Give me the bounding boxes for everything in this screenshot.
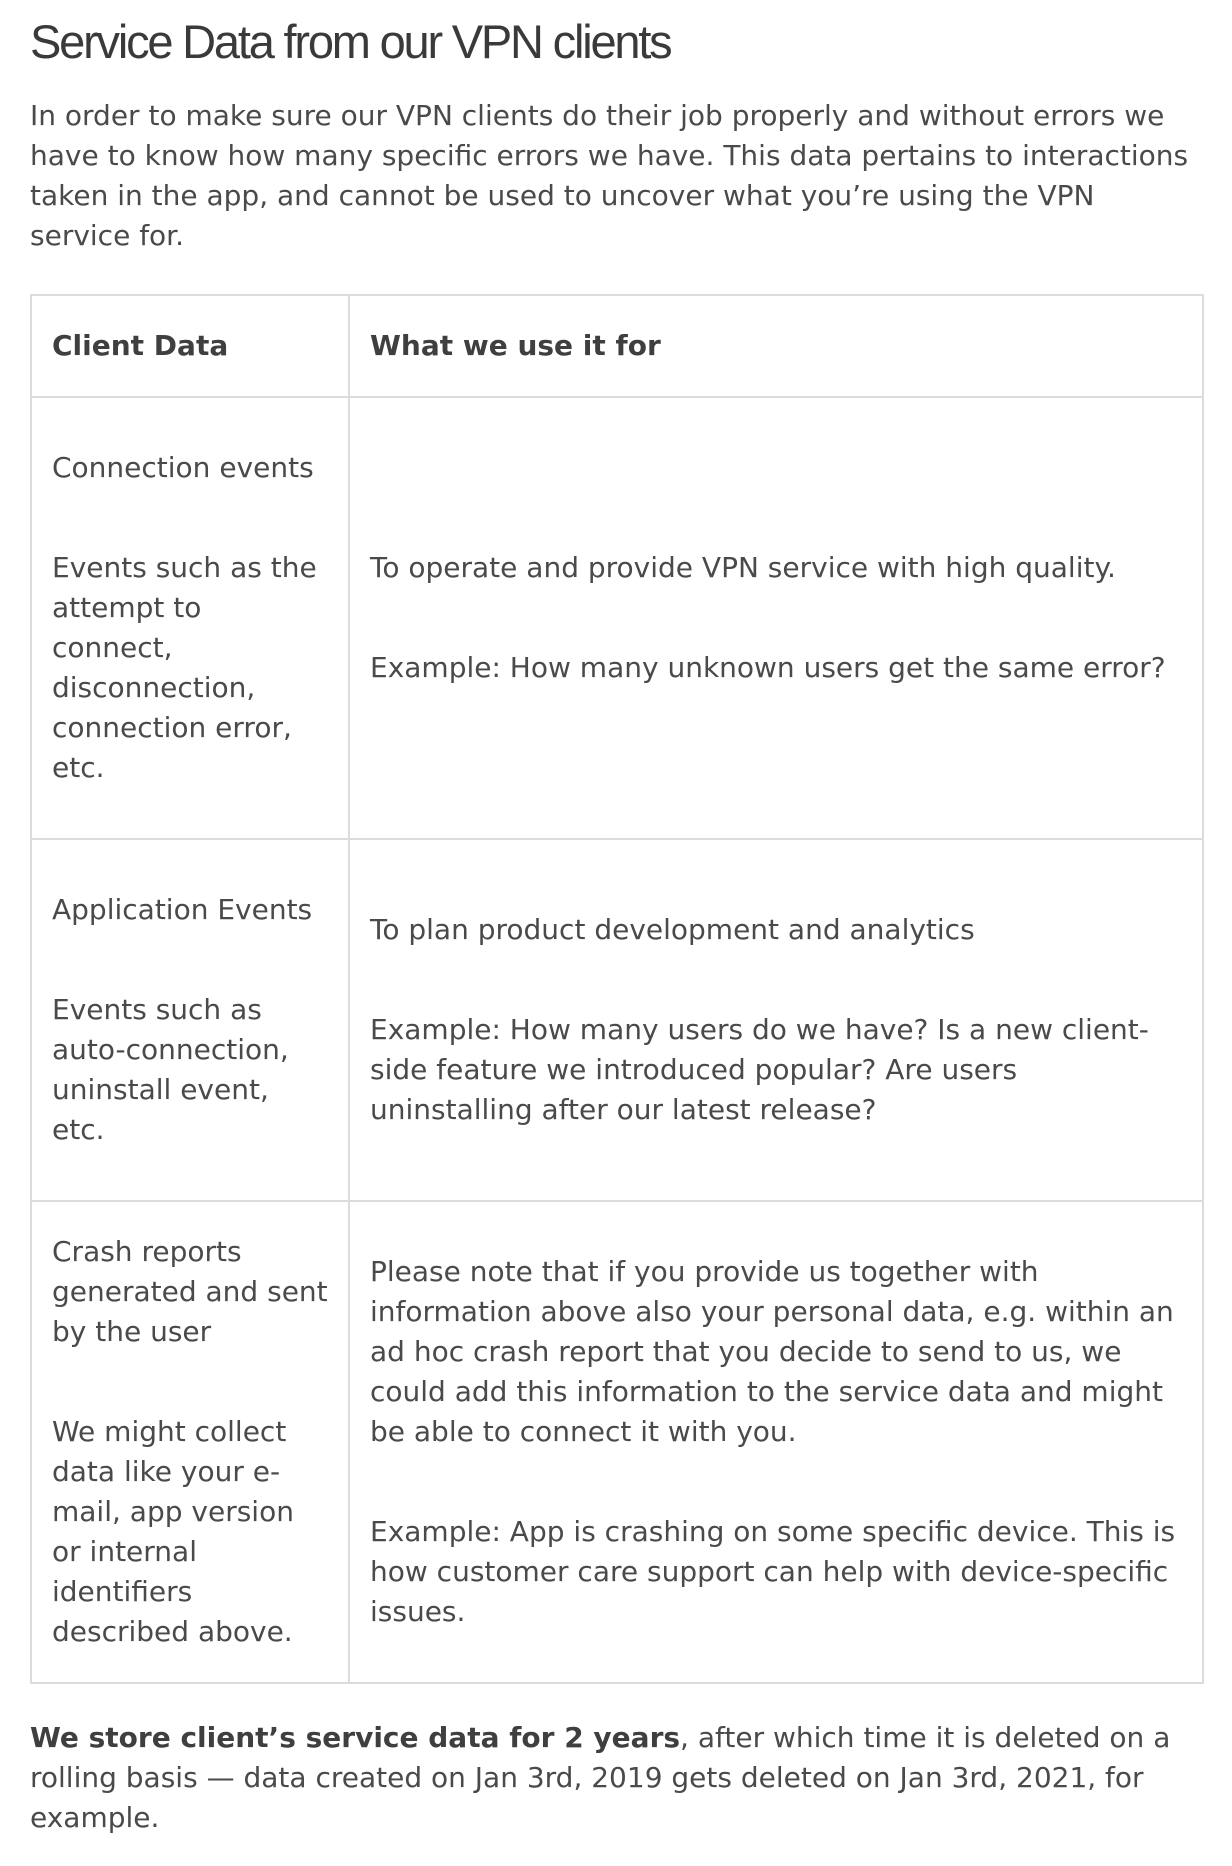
page-title: Service Data from our VPN clients: [30, 15, 671, 68]
table-row: [31, 839, 1203, 1201]
table-header-row: [31, 295, 1203, 397]
usage-example: Example: How many users do we have? Is a new client-side feature we introduced popular? Are users uninstalling after our latest release?: [370, 1013, 1149, 1126]
data-title: Connection events: [52, 451, 314, 484]
retention-note-bold: We store client’s service data for 2 years: [30, 1721, 681, 1754]
header-client-data: Client Data: [31, 295, 349, 397]
usage-example: Example: App is crashing on some specific device. This is how customer care support can help with device-specific issues.: [370, 1515, 1176, 1628]
usage-cell: [349, 1201, 1203, 1683]
data-title: Application Events: [52, 893, 313, 926]
table-row: [31, 1201, 1203, 1683]
retention-note: [30, 1718, 1202, 1838]
client-data-table: [30, 294, 1204, 1684]
client-data-cell: [31, 839, 349, 1201]
retention-note-rest: , after which time it is deleted on a rolling basis — data created on Jan 3rd, 2019 gets deleted on Jan 3rd, 2021, for example.: [30, 1721, 1171, 1834]
table-row: [31, 397, 1203, 839]
data-description: Events such as auto-connection, uninstall event, etc.: [52, 993, 289, 1146]
usage-purpose: To operate and provide VPN service with high quality.: [370, 551, 1116, 584]
usage-cell: [349, 397, 1203, 839]
page-content: [30, 0, 1202, 1866]
header-what-we-use-it-for: What we use it for: [349, 295, 1203, 397]
usage-purpose: To plan product development and analytics: [370, 913, 975, 946]
usage-example: Example: How many unknown users get the same error?: [370, 651, 1166, 684]
usage-cell: [349, 839, 1203, 1201]
usage-purpose: Please note that if you provide us together with information above also your personal data, e.g. within an ad hoc crash report that you decide to send to us, we could add this information to the service data and might be able to connect it with you.: [370, 1255, 1174, 1448]
data-title: Crash reports generated and sent by the user: [52, 1235, 328, 1348]
data-description: Events such as the attempt to connect, disconnection, connection error, etc.: [52, 551, 317, 784]
data-description: We might collect data like your e-mail, app version or internal identifiers described above.: [52, 1415, 294, 1648]
client-data-cell: [31, 397, 349, 839]
client-data-cell: [31, 1201, 349, 1683]
intro-paragraph: In order to make sure our VPN clients do their job properly and without errors we have to know how many specific errors we have. This data pertains to interactions taken in the app, and cannot be used to uncover what you’re using the VPN service for.: [30, 99, 1189, 252]
